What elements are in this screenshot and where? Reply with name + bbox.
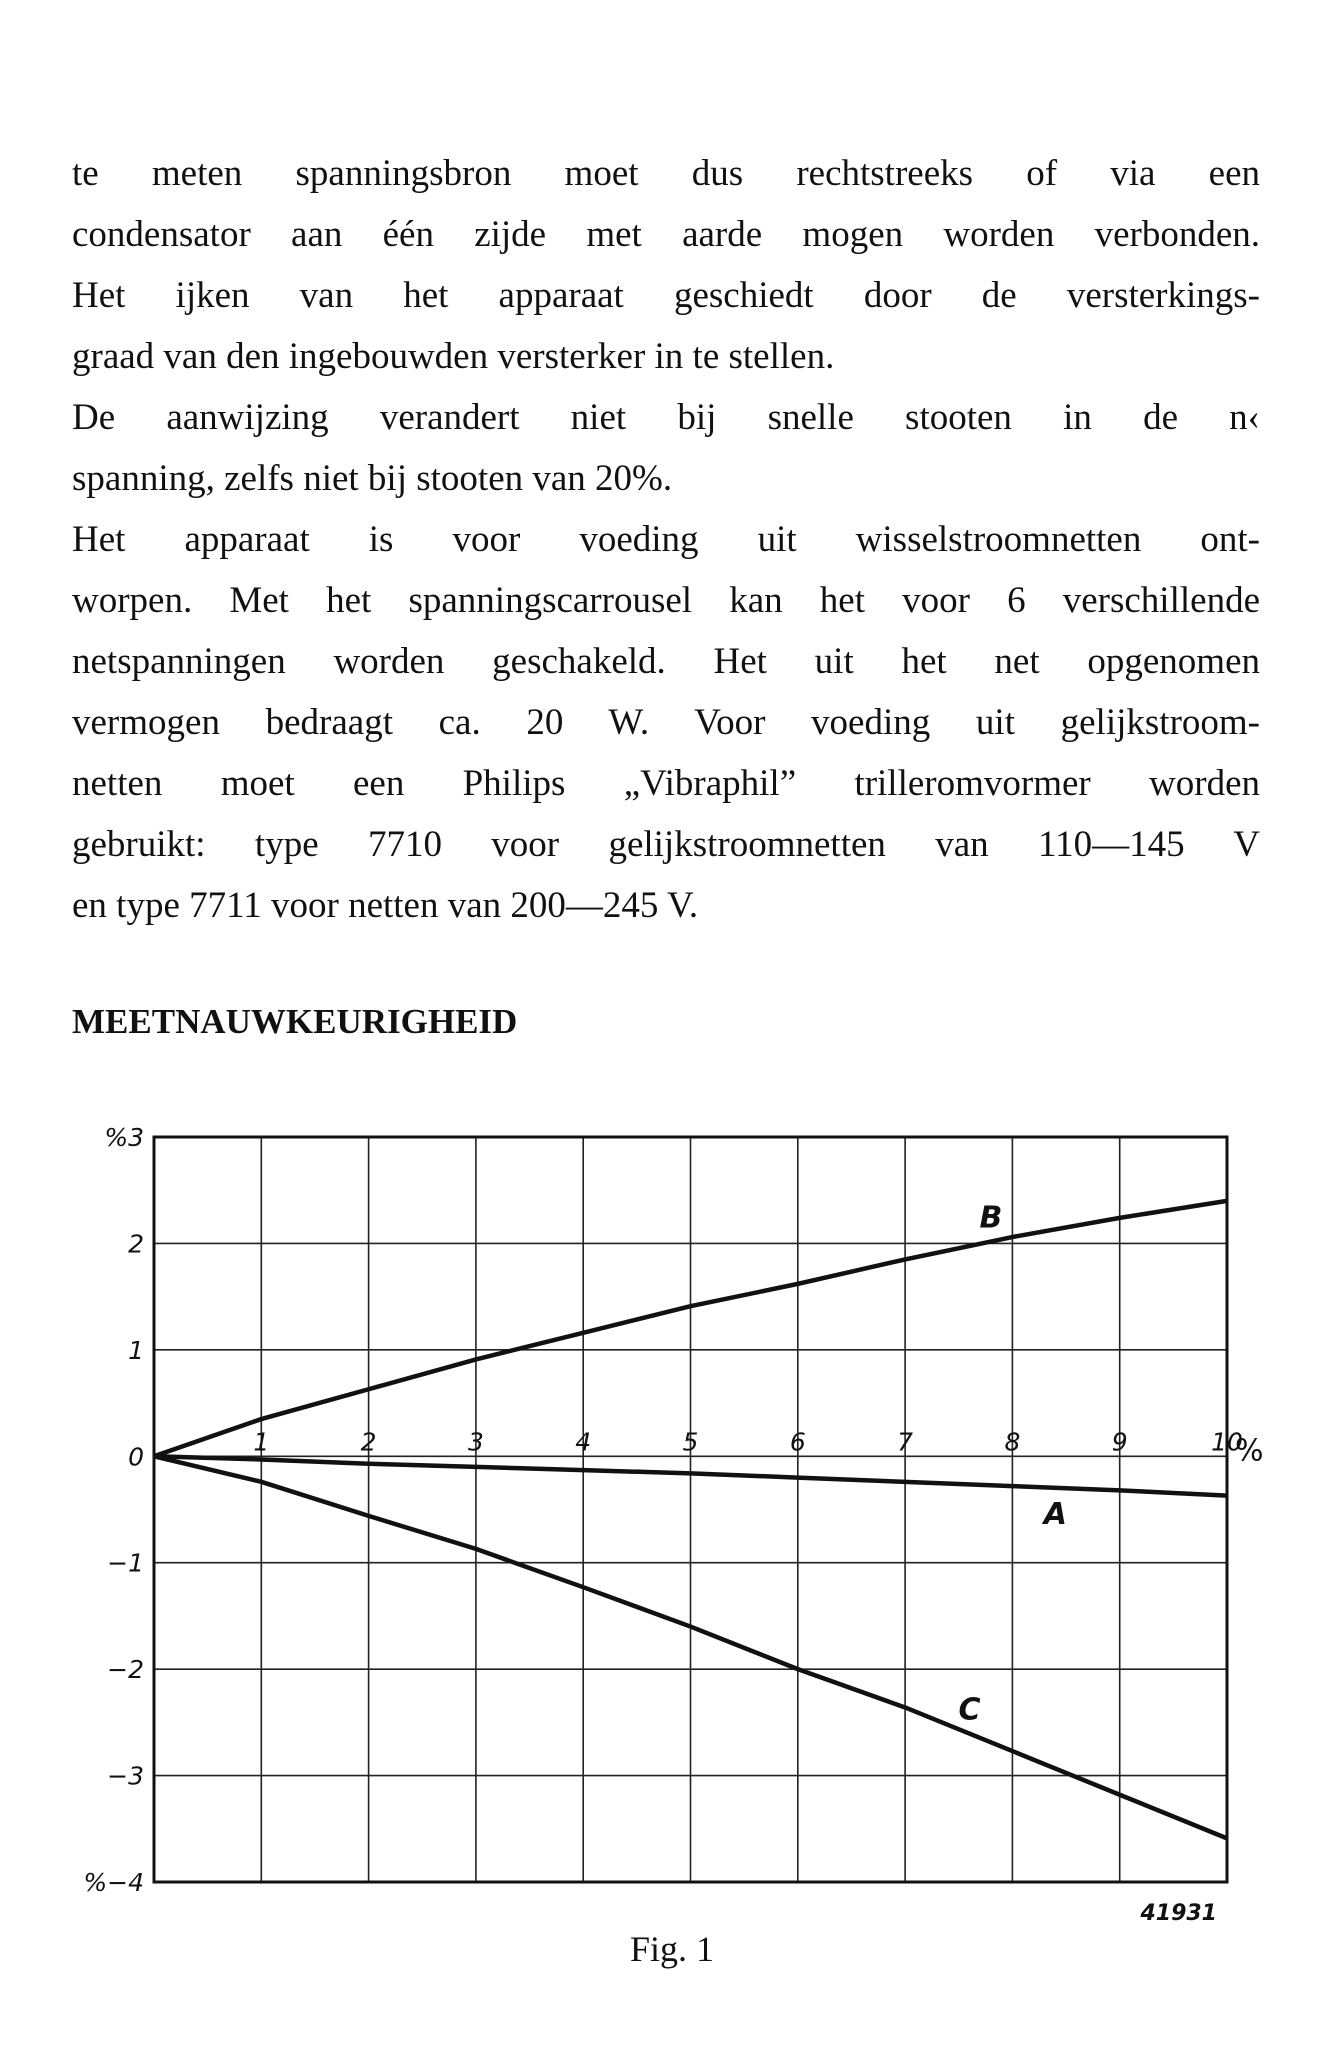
y-tick-label: %−4 [83, 1868, 144, 1897]
y-tick-label: −1 [107, 1548, 144, 1578]
text-line: condensator aan één zijde met aarde mogen worden verbonden. [72, 214, 1260, 255]
text-line: Het apparaat is voor voeding uit wisselstroomnetten ont- [72, 519, 1260, 560]
y-tick-label: 2 [128, 1229, 144, 1259]
x-tick-label: 2 [360, 1427, 377, 1457]
section-heading: MEETNAUWKEURIGHEID [72, 1002, 518, 1041]
series-label: B [979, 1200, 1003, 1236]
y-tick-label: 1 [128, 1335, 144, 1365]
text-line: graad van den ingebouwden versterker in te stellen. [72, 336, 835, 377]
series-label: C [958, 1692, 981, 1728]
text-line: Het ijken van het apparaat geschiedt door de versterkings- [72, 275, 1260, 316]
text-line: De aanwijzing verandert niet bij snelle stooten in de n‹ [72, 397, 1260, 438]
text-line: netspanningen worden geschakeld. Het uit het net opgenomen [72, 641, 1260, 682]
x-tick-label: 10 [1211, 1427, 1243, 1457]
y-tick-label: −2 [107, 1655, 144, 1685]
x-tick-label: 4 [575, 1427, 592, 1457]
text-line: gebruikt: type 7710 voor gelijkstroomnetten van 110—145 V [72, 824, 1260, 865]
y-tick-label: −3 [107, 1761, 144, 1791]
text-line: netten moet een Philips „Vibraphil” trilleromvormer worden [72, 763, 1260, 804]
x-tick-label: 9 [1111, 1427, 1128, 1457]
x-tick-label: 6 [789, 1427, 806, 1457]
text-line: spanning, zelfs niet bij stooten van 20%. [72, 458, 673, 499]
y-tick-label: %3 [104, 1123, 144, 1152]
series-label: A [1043, 1496, 1067, 1532]
figure-number: 41931 [1140, 1901, 1217, 1926]
text-line: en type 7711 voor netten van 200—245 V. [72, 885, 699, 926]
y-tick-label: 0 [128, 1442, 144, 1472]
text-line: vermogen bedraagt ca. 20 W. Voor voeding uit gelijkstroom- [72, 702, 1260, 743]
text-line: te meten spanningsbron moet dus rechtstreeks of via een [72, 153, 1260, 194]
figure-caption: Fig. 1 [629, 1929, 715, 1969]
text-line: worpen. Met het spanningscarrousel kan het voor 6 verschillende [72, 580, 1260, 621]
x-tick-label: 8 [1004, 1427, 1021, 1457]
x-tick-label: 7 [897, 1427, 914, 1457]
x-tick-label: 1 [253, 1427, 270, 1457]
x-tick-label: 3 [467, 1427, 484, 1457]
x-unit-label: % [1235, 1433, 1264, 1469]
x-tick-label: 5 [682, 1427, 699, 1457]
